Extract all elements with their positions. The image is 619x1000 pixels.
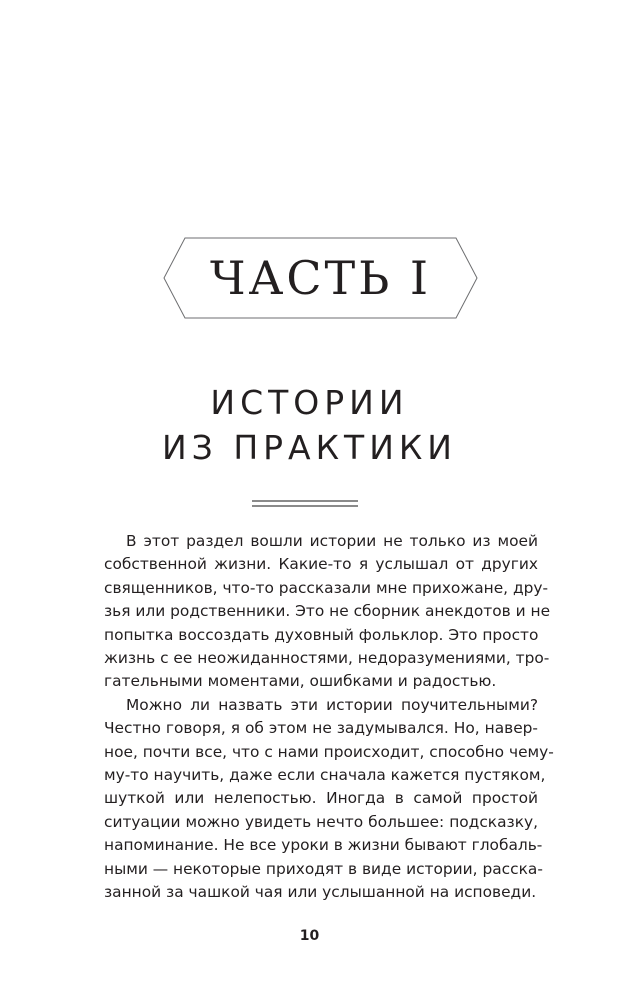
decorative-rule-bottom: [252, 505, 358, 507]
text-line: напоминание. Не все уроки в жизни бывают глобаль-: [104, 836, 543, 855]
text-line: занной за чашкой чая или услышанной на исповеди.: [104, 883, 537, 902]
section-title-line-2: ИЗ ПРАКТИКИ: [161, 428, 457, 467]
text-line: ными — некоторые приходят в виде истории, расска-: [104, 859, 543, 878]
text-line: му-то научить, даже если сначала кажется пустяком,: [104, 766, 546, 785]
text-line: Можно ли назвать эти истории поучительными?: [126, 695, 538, 714]
text-line: собственной жизни. Какие-то я услышал от других: [104, 555, 538, 574]
decorative-rule-top: [252, 500, 358, 502]
text-line: ное, почти все, что с нами происходит, способно чему-: [104, 742, 554, 761]
text-line: гательными моментами, ошибками и радостью.: [104, 672, 497, 691]
text-line: священников, что-то рассказали мне прихожане, дру-: [104, 578, 549, 597]
text-line: шуткой или нелепостью. Иногда в самой простой: [104, 789, 538, 808]
text-line: жизнь с ее неожиданностями, недоразумениями, тро-: [104, 649, 550, 668]
text-line: В этот раздел вошли истории не только из моей: [126, 532, 538, 550]
part-title: ЧАСТЬ I: [209, 251, 432, 305]
text-line: Честно говоря, я об этом не задумывался. Но, навер-: [104, 719, 538, 738]
text-line: ситуации можно увидеть нечто большее: подсказку,: [104, 812, 538, 831]
text-line: зья или родственники. Это не сборник анекдотов и не: [104, 602, 551, 621]
section-title-line-1: ИСТОРИИ: [210, 383, 409, 422]
page-number: 10: [299, 928, 320, 944]
body-text: [104, 530, 554, 905]
part-heading-frame: [163, 237, 478, 319]
text-line: попытка воссоздать духовный фольклор. Это просто: [104, 625, 539, 644]
